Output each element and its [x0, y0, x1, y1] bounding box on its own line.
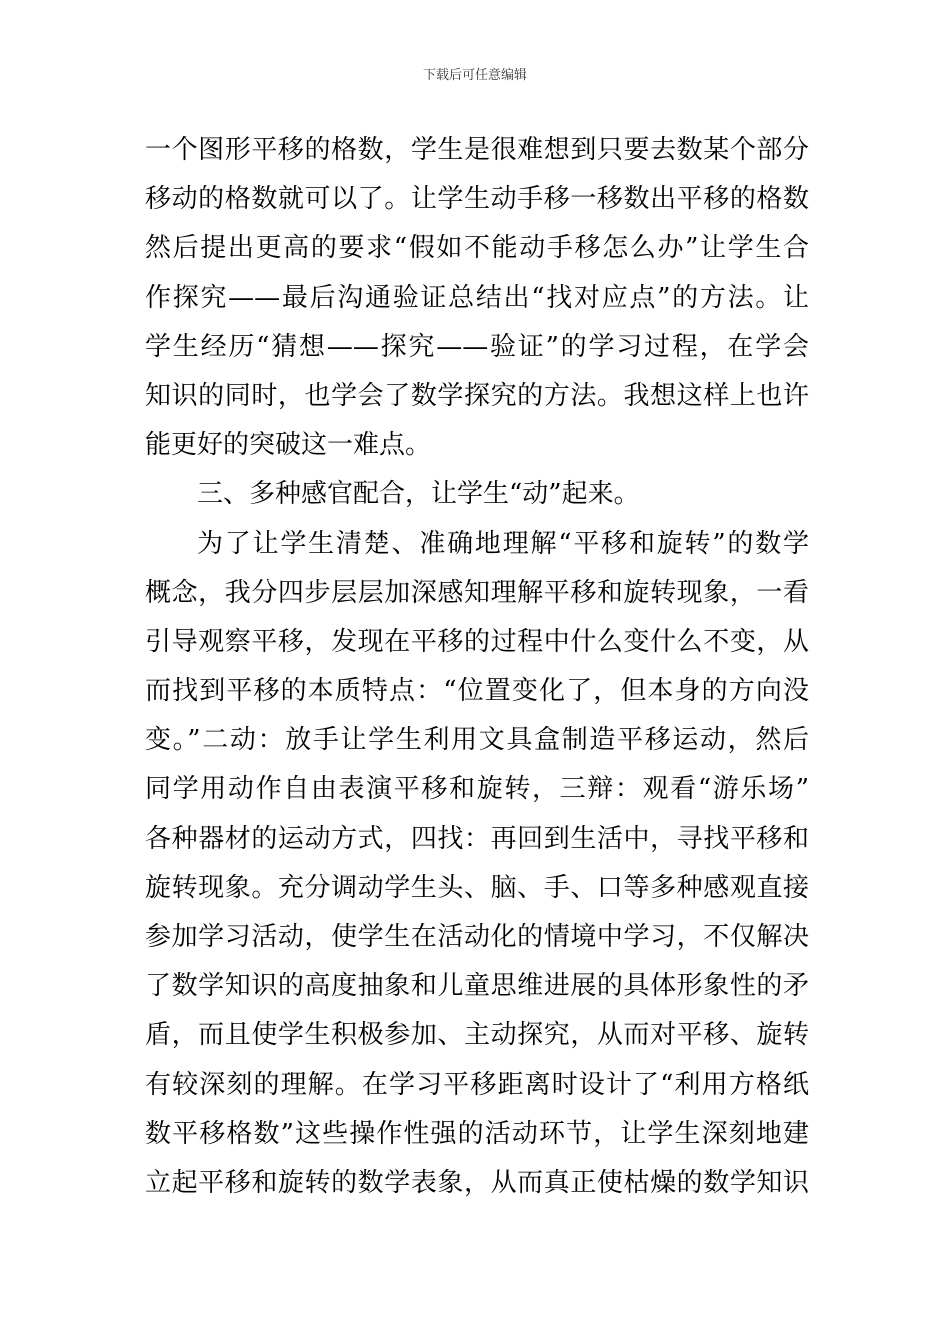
text-line: 而找到平移的本质特点：“位置变化了，但本身的方向没	[145, 676, 809, 707]
page-header: 下载后可任意编辑	[422, 68, 527, 83]
text-line: 为了让学生清楚、准确地理解“平移和旋转”的数学	[197, 528, 809, 559]
text-line: 旋转现象。充分调动学生头、脑、手、口等多种感观直接	[145, 872, 809, 903]
document-body	[145, 126, 809, 1208]
text-line: 盾，而且使学生积极参加、主动探究，从而对平移、旋转	[145, 1020, 809, 1051]
text-line: 能更好的突破这一难点。	[145, 430, 432, 461]
text-line: 变。”二动：放手让学生利用文具盒制造平移运动，然后	[145, 725, 809, 756]
text-line: 学生经历“猜想——探究——验证”的学习过程，在学会	[145, 331, 809, 362]
text-line: 了数学知识的高度抽象和儿童思维进展的具体形象性的矛	[145, 971, 809, 1002]
text-line: 移动的格数就可以了。让学生动手移一移数出平移的格数	[145, 184, 809, 215]
text-line: 三、多种感官配合，让学生“动”起来。	[197, 479, 640, 510]
text-line: 作探究——最后沟通验证总结出“找对应点”的方法。让	[145, 282, 809, 313]
text-line: 数平移格数”这些操作性强的活动环节，让学生深刻地建	[145, 1118, 809, 1149]
text-line: 知识的同时，也学会了数学探究的方法。我想这样上也许	[145, 380, 809, 411]
text-line: 参加学习活动，使学生在活动化的情境中学习，不仅解决	[145, 922, 809, 952]
text-line: 立起平移和旋转的数学表象，从而真正使枯燥的数学知识	[145, 1167, 809, 1198]
text-line: 然后提出更高的要求“假如不能动手移怎么办”让学生合	[145, 233, 809, 264]
text-line: 引导观察平移，发现在平移的过程中什么变什么不变，从	[145, 626, 809, 657]
text-line: 一个图形平移的格数，学生是很难想到只要去数某个部分	[145, 135, 809, 165]
text-line: 同学用动作自由表演平移和旋转，三辩：观看“游乐场”	[145, 774, 809, 805]
text-line: 各种器材的运动方式，四找：再回到生活中，寻找平移和	[145, 823, 809, 854]
text-line: 概念，我分四步层层加深感知理解平移和旋转现象，一看	[145, 577, 809, 608]
text-line: 有较深刻的理解。在学习平移距离时设计了“利用方格纸	[145, 1069, 809, 1100]
